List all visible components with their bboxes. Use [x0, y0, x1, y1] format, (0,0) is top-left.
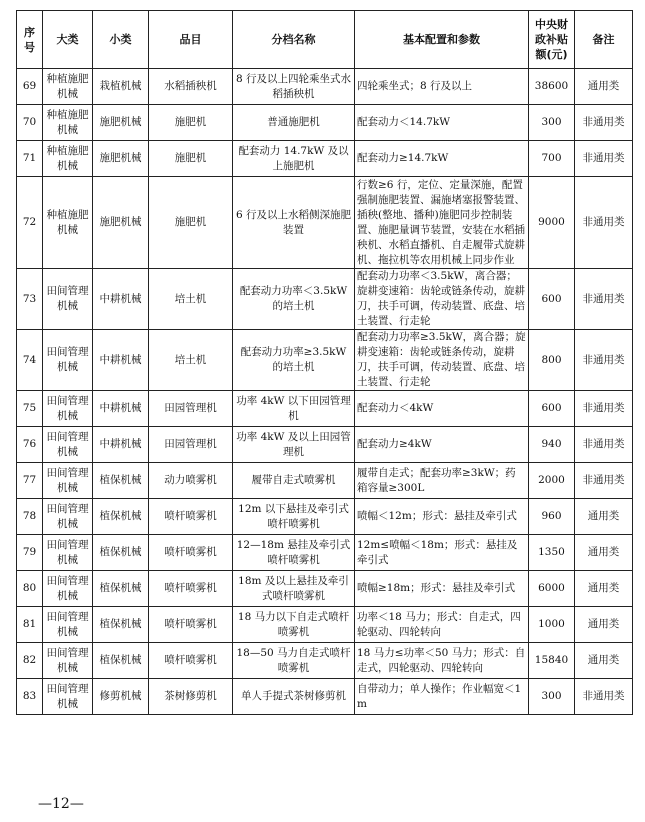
cell-subsidy: 300	[529, 105, 575, 141]
cell-subsidy: 1350	[529, 535, 575, 571]
cell-config: 配套动力≥14.7kW	[355, 141, 529, 177]
table-row	[17, 643, 633, 679]
table-row	[17, 679, 633, 715]
header-item: 品目	[149, 11, 233, 69]
cell-grade: 功率 4kW 以下田园管理机	[233, 391, 355, 427]
cell-note: 通用类	[575, 69, 633, 105]
cell-subcategory: 施肥机械	[93, 177, 149, 269]
table-header-row	[17, 11, 633, 69]
cell-config: 18 马力≤功率＜50 马力；形式：自走式，四轮驱动、四轮转向	[355, 643, 529, 679]
cell-item: 施肥机	[149, 105, 233, 141]
cell-category: 种植施肥机械	[43, 105, 93, 141]
cell-item: 培土机	[149, 330, 233, 391]
cell-subsidy: 38600	[529, 69, 575, 105]
cell-grade: 12—18m 悬挂及牵引式喷杆喷雾机	[233, 535, 355, 571]
cell-subcategory: 植保机械	[93, 643, 149, 679]
cell-subcategory: 施肥机械	[93, 141, 149, 177]
cell-category: 田间管理机械	[43, 427, 93, 463]
table-row	[17, 391, 633, 427]
cell-category: 田间管理机械	[43, 463, 93, 499]
cell-category: 田间管理机械	[43, 679, 93, 715]
cell-subsidy: 600	[529, 391, 575, 427]
page-number: —12—	[38, 796, 84, 812]
cell-grade: 18m 及以上悬挂及牵引式喷杆喷雾机	[233, 571, 355, 607]
cell-no: 76	[17, 427, 43, 463]
table-row	[17, 269, 633, 330]
cell-note: 非通用类	[575, 391, 633, 427]
cell-no: 70	[17, 105, 43, 141]
cell-item: 水稻插秧机	[149, 69, 233, 105]
cell-grade: 12m 以下悬挂及牵引式喷杆喷雾机	[233, 499, 355, 535]
cell-category: 田间管理机械	[43, 607, 93, 643]
header-note: 备注	[575, 11, 633, 69]
cell-no: 79	[17, 535, 43, 571]
header-no: 序号	[17, 11, 43, 69]
cell-item: 田园管理机	[149, 427, 233, 463]
cell-category: 田间管理机械	[43, 571, 93, 607]
table-row	[17, 330, 633, 391]
cell-config: 配套动力功率＜3.5kW，离合器；旋耕变速箱：齿轮或链条传动，旋耕刀，扶手可调，传动装置、底盘、培土装置、行走轮	[355, 269, 529, 330]
cell-grade: 功率 4kW 及以上田园管理机	[233, 427, 355, 463]
cell-note: 非通用类	[575, 427, 633, 463]
cell-subsidy: 800	[529, 330, 575, 391]
header-category: 大类	[43, 11, 93, 69]
cell-note: 非通用类	[575, 269, 633, 330]
cell-subcategory: 植保机械	[93, 535, 149, 571]
cell-item: 施肥机	[149, 141, 233, 177]
cell-config: 配套动力功率≥3.5kW，离合器；旋耕变速箱：齿轮或链条传动，旋耕刀，扶手可调，传动装置、底盘、培土装置、行走轮	[355, 330, 529, 391]
cell-subcategory: 中耕机械	[93, 391, 149, 427]
cell-subsidy: 9000	[529, 177, 575, 269]
cell-subsidy: 700	[529, 141, 575, 177]
cell-note: 通用类	[575, 571, 633, 607]
cell-no: 75	[17, 391, 43, 427]
cell-no: 82	[17, 643, 43, 679]
cell-category: 种植施肥机械	[43, 141, 93, 177]
cell-no: 80	[17, 571, 43, 607]
cell-subcategory: 修剪机械	[93, 679, 149, 715]
cell-subsidy: 940	[529, 427, 575, 463]
cell-config: 配套动力＜14.7kW	[355, 105, 529, 141]
header-subcategory: 小类	[93, 11, 149, 69]
cell-item: 喷杆喷雾机	[149, 535, 233, 571]
cell-note: 通用类	[575, 499, 633, 535]
table-row	[17, 571, 633, 607]
header-grade: 分档名称	[233, 11, 355, 69]
cell-subsidy: 6000	[529, 571, 575, 607]
cell-no: 74	[17, 330, 43, 391]
cell-no: 71	[17, 141, 43, 177]
cell-no: 69	[17, 69, 43, 105]
cell-item: 喷杆喷雾机	[149, 499, 233, 535]
cell-item: 动力喷雾机	[149, 463, 233, 499]
cell-config: 配套动力＜4kW	[355, 391, 529, 427]
cell-grade: 18 马力以下自走式喷杆喷雾机	[233, 607, 355, 643]
cell-no: 77	[17, 463, 43, 499]
cell-category: 田间管理机械	[43, 330, 93, 391]
cell-no: 72	[17, 177, 43, 269]
cell-config: 自带动力；单人操作；作业幅宽＜1m	[355, 679, 529, 715]
cell-subcategory: 栽植机械	[93, 69, 149, 105]
cell-config: 功率＜18 马力；形式：自走式，四轮驱动、四轮转向	[355, 607, 529, 643]
cell-category: 种植施肥机械	[43, 177, 93, 269]
table-row	[17, 69, 633, 105]
cell-grade: 配套动力 14.7kW 及以上施肥机	[233, 141, 355, 177]
cell-config: 四轮乘坐式；8 行及以上	[355, 69, 529, 105]
cell-no: 81	[17, 607, 43, 643]
table-row	[17, 141, 633, 177]
cell-subcategory: 中耕机械	[93, 269, 149, 330]
cell-subcategory: 中耕机械	[93, 427, 149, 463]
cell-note: 非通用类	[575, 105, 633, 141]
cell-category: 田间管理机械	[43, 269, 93, 330]
cell-note: 非通用类	[575, 177, 633, 269]
cell-no: 73	[17, 269, 43, 330]
cell-subsidy: 2000	[529, 463, 575, 499]
cell-item: 田园管理机	[149, 391, 233, 427]
cell-no: 78	[17, 499, 43, 535]
cell-subcategory: 中耕机械	[93, 330, 149, 391]
table-row	[17, 535, 633, 571]
table-row	[17, 463, 633, 499]
cell-subcategory: 施肥机械	[93, 105, 149, 141]
cell-item: 茶树修剪机	[149, 679, 233, 715]
header-config: 基本配置和参数	[355, 11, 529, 69]
cell-grade: 履带自走式喷雾机	[233, 463, 355, 499]
cell-category: 田间管理机械	[43, 643, 93, 679]
cell-config: 喷幅≥18m；形式：悬挂及牵引式	[355, 571, 529, 607]
cell-grade: 18—50 马力自走式喷杆喷雾机	[233, 643, 355, 679]
table-row	[17, 607, 633, 643]
cell-note: 通用类	[575, 643, 633, 679]
cell-grade: 6 行及以上水稻侧深施肥装置	[233, 177, 355, 269]
cell-note: 非通用类	[575, 463, 633, 499]
table-row	[17, 177, 633, 269]
table-row	[17, 499, 633, 535]
cell-subcategory: 植保机械	[93, 463, 149, 499]
cell-subsidy: 1000	[529, 607, 575, 643]
cell-subsidy: 300	[529, 679, 575, 715]
cell-subcategory: 植保机械	[93, 607, 149, 643]
cell-subsidy: 15840	[529, 643, 575, 679]
header-subsidy: 中央财政补贴额(元)	[529, 11, 575, 69]
cell-grade: 配套动力功率＜3.5kW 的培土机	[233, 269, 355, 330]
cell-config: 喷幅＜12m；形式：悬挂及牵引式	[355, 499, 529, 535]
cell-subcategory: 植保机械	[93, 571, 149, 607]
cell-grade: 8 行及以上四轮乘坐式水稻插秧机	[233, 69, 355, 105]
cell-subsidy: 600	[529, 269, 575, 330]
cell-config: 12m≤喷幅＜18m；形式：悬挂及牵引式	[355, 535, 529, 571]
cell-item: 喷杆喷雾机	[149, 571, 233, 607]
cell-note: 通用类	[575, 607, 633, 643]
cell-category: 种植施肥机械	[43, 69, 93, 105]
cell-subcategory: 植保机械	[93, 499, 149, 535]
cell-grade: 配套动力功率≥3.5kW 的培土机	[233, 330, 355, 391]
cell-note: 非通用类	[575, 330, 633, 391]
cell-note: 通用类	[575, 535, 633, 571]
cell-category: 田间管理机械	[43, 535, 93, 571]
cell-category: 田间管理机械	[43, 391, 93, 427]
cell-note: 非通用类	[575, 679, 633, 715]
cell-no: 83	[17, 679, 43, 715]
cell-item: 培土机	[149, 269, 233, 330]
cell-config: 履带自走式；配套功率≥3kW；药箱容量≥300L	[355, 463, 529, 499]
cell-subsidy: 960	[529, 499, 575, 535]
cell-config: 行数≥6 行，定位、定量深施，配置强制施肥装置、漏施堵塞报警装置、插秧(整地、播种)施肥同步控制装置、施肥量调节装置，安装在水稻插秧机、水稻直播机、自走履带式旋耕机、拖拉机等农用机械上同步作业	[355, 177, 529, 269]
cell-item: 喷杆喷雾机	[149, 607, 233, 643]
cell-grade: 普通施肥机	[233, 105, 355, 141]
cell-config: 配套动力≥4kW	[355, 427, 529, 463]
table-row	[17, 105, 633, 141]
table-row	[17, 427, 633, 463]
cell-grade: 单人手提式茶树修剪机	[233, 679, 355, 715]
cell-item: 施肥机	[149, 177, 233, 269]
cell-note: 非通用类	[575, 141, 633, 177]
subsidy-table	[16, 10, 633, 715]
cell-item: 喷杆喷雾机	[149, 643, 233, 679]
cell-category: 田间管理机械	[43, 499, 93, 535]
